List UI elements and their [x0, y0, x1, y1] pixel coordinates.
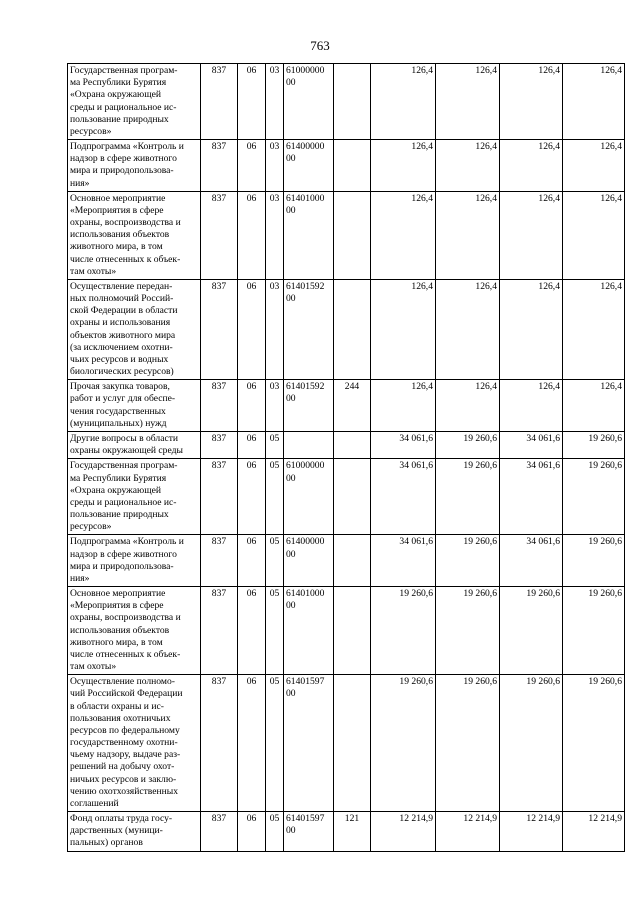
vr-code-cell [334, 431, 371, 458]
csr-code-cell: 61401592 00 [284, 279, 334, 379]
vr-code-cell [334, 459, 371, 535]
pr-code-cell: 05 [266, 587, 284, 675]
vr-code-cell [334, 587, 371, 675]
amount-4-cell: 12 214,9 [563, 812, 625, 852]
amount-1-cell: 126,4 [371, 279, 436, 379]
amount-4-cell: 19 260,6 [563, 459, 625, 535]
pr-code-cell: 03 [266, 140, 284, 192]
amount-1-cell: 126,4 [371, 380, 436, 432]
vr-code-cell: 244 [334, 380, 371, 432]
rz-code-cell: 06 [238, 140, 266, 192]
row-name-cell: Осуществление передан- ных полномочий Россий- ской Федерации в области охраны и использования объектов животного мира (за исключением охотни- чьих ресурсов и водных биологических ресурсов) [68, 279, 201, 379]
csr-code-cell: 61401592 00 [284, 380, 334, 432]
amount-3-cell: 34 061,6 [500, 431, 563, 458]
pr-code-cell: 05 [266, 459, 284, 535]
amount-1-cell: 34 061,6 [371, 459, 436, 535]
pr-code-cell: 05 [266, 535, 284, 587]
gr-code-cell: 837 [201, 675, 238, 812]
row-name-cell: Прочая закупка товаров, работ и услуг для обеспе- чения государственных (муниципальных) нужд [68, 380, 201, 432]
row-name-cell: Государственная програм- ма Республики Бурятия «Охрана окружающей среды и рациональное ис- пользование природных ресурсов» [68, 64, 201, 140]
amount-2-cell: 19 260,6 [436, 535, 500, 587]
vr-code-cell: 121 [334, 812, 371, 852]
page-number: 763 [310, 38, 330, 53]
amount-3-cell: 12 214,9 [500, 812, 563, 852]
amount-1-cell: 126,4 [371, 64, 436, 140]
table-row [68, 675, 625, 812]
vr-code-cell [334, 675, 371, 812]
rz-code-cell: 06 [238, 64, 266, 140]
rz-code-cell: 06 [238, 431, 266, 458]
amount-3-cell: 126,4 [500, 380, 563, 432]
gr-code-cell: 837 [201, 535, 238, 587]
rz-code-cell: 06 [238, 380, 266, 432]
table-row [68, 64, 625, 140]
table-row [68, 812, 625, 852]
vr-code-cell [334, 64, 371, 140]
amount-2-cell: 12 214,9 [436, 812, 500, 852]
amount-3-cell: 19 260,6 [500, 587, 563, 675]
amount-3-cell: 126,4 [500, 64, 563, 140]
amount-1-cell: 34 061,6 [371, 431, 436, 458]
amount-2-cell: 126,4 [436, 64, 500, 140]
table-row [68, 279, 625, 379]
pr-code-cell: 05 [266, 675, 284, 812]
vr-code-cell [334, 140, 371, 192]
csr-code-cell [284, 431, 334, 458]
amount-2-cell: 126,4 [436, 191, 500, 279]
amount-4-cell: 126,4 [563, 64, 625, 140]
gr-code-cell: 837 [201, 140, 238, 192]
rz-code-cell: 06 [238, 191, 266, 279]
gr-code-cell: 837 [201, 279, 238, 379]
pr-code-cell: 05 [266, 431, 284, 458]
amount-3-cell: 126,4 [500, 140, 563, 192]
gr-code-cell: 837 [201, 459, 238, 535]
csr-code-cell: 61401000 00 [284, 587, 334, 675]
amount-1-cell: 126,4 [371, 140, 436, 192]
csr-code-cell: 61000000 00 [284, 64, 334, 140]
vr-code-cell [334, 191, 371, 279]
row-name-cell: Основное мероприятие «Мероприятия в сфере охраны, воспроизводства и использования объектов животного мира, в том числе отнесенных к объек- там охоты» [68, 191, 201, 279]
rz-code-cell: 06 [238, 587, 266, 675]
row-name-cell: Подпрограмма «Контроль и надзор в сфере животного мира и природопользова- ния» [68, 535, 201, 587]
amount-2-cell: 19 260,6 [436, 459, 500, 535]
amount-1-cell: 12 214,9 [371, 812, 436, 852]
table-row [68, 535, 625, 587]
amount-1-cell: 34 061,6 [371, 535, 436, 587]
amount-3-cell: 34 061,6 [500, 535, 563, 587]
csr-code-cell: 61401000 00 [284, 191, 334, 279]
amount-4-cell: 19 260,6 [563, 431, 625, 458]
amount-2-cell: 126,4 [436, 279, 500, 379]
amount-4-cell: 19 260,6 [563, 587, 625, 675]
amount-4-cell: 126,4 [563, 279, 625, 379]
pr-code-cell: 05 [266, 812, 284, 852]
rz-code-cell: 06 [238, 279, 266, 379]
csr-code-cell: 61400000 00 [284, 535, 334, 587]
gr-code-cell: 837 [201, 64, 238, 140]
vr-code-cell [334, 535, 371, 587]
budget-table [67, 63, 625, 852]
pr-code-cell: 03 [266, 64, 284, 140]
gr-code-cell: 837 [201, 812, 238, 852]
table-row [68, 380, 625, 432]
row-name-cell: Осуществление полномо- чий Российской Федерации в области охраны и ис- пользования охотничьих ресурсов по федеральному государственному охотни- чьему надзору, выдаче раз- решений на добычу охот- ничьих ресурсов и заклю- чению охотхозяйственных соглашений [68, 675, 201, 812]
row-name-cell: Фонд оплаты труда госу- дарственных (муници- пальных) органов [68, 812, 201, 852]
csr-code-cell: 61000000 00 [284, 459, 334, 535]
amount-4-cell: 126,4 [563, 191, 625, 279]
rz-code-cell: 06 [238, 812, 266, 852]
amount-1-cell: 126,4 [371, 191, 436, 279]
csr-code-cell: 61401597 00 [284, 675, 334, 812]
vr-code-cell [334, 279, 371, 379]
amount-2-cell: 126,4 [436, 380, 500, 432]
amount-4-cell: 126,4 [563, 380, 625, 432]
gr-code-cell: 837 [201, 380, 238, 432]
amount-3-cell: 126,4 [500, 191, 563, 279]
gr-code-cell: 837 [201, 431, 238, 458]
amount-3-cell: 34 061,6 [500, 459, 563, 535]
gr-code-cell: 837 [201, 191, 238, 279]
table-row [68, 459, 625, 535]
csr-code-cell: 61401597 00 [284, 812, 334, 852]
table-row [68, 431, 625, 458]
amount-4-cell: 126,4 [563, 140, 625, 192]
amount-3-cell: 126,4 [500, 279, 563, 379]
pr-code-cell: 03 [266, 380, 284, 432]
amount-2-cell: 126,4 [436, 140, 500, 192]
amount-1-cell: 19 260,6 [371, 587, 436, 675]
csr-code-cell: 61400000 00 [284, 140, 334, 192]
amount-4-cell: 19 260,6 [563, 535, 625, 587]
rz-code-cell: 06 [238, 535, 266, 587]
gr-code-cell: 837 [201, 587, 238, 675]
table-row [68, 587, 625, 675]
row-name-cell: Государственная програм- ма Республики Бурятия «Охрана окружающей среды и рациональное ис- пользование природных ресурсов» [68, 459, 201, 535]
amount-2-cell: 19 260,6 [436, 587, 500, 675]
pr-code-cell: 03 [266, 191, 284, 279]
pr-code-cell: 03 [266, 279, 284, 379]
row-name-cell: Другие вопросы в области охраны окружающей среды [68, 431, 201, 458]
rz-code-cell: 06 [238, 675, 266, 812]
table-row [68, 140, 625, 192]
amount-1-cell: 19 260,6 [371, 675, 436, 812]
table-row [68, 191, 625, 279]
rz-code-cell: 06 [238, 459, 266, 535]
amount-4-cell: 19 260,6 [563, 675, 625, 812]
amount-2-cell: 19 260,6 [436, 431, 500, 458]
amount-2-cell: 19 260,6 [436, 675, 500, 812]
row-name-cell: Основное мероприятие «Мероприятия в сфере охраны, воспроизводства и использования объектов животного мира, в том числе отнесенных к объек- там охоты» [68, 587, 201, 675]
amount-3-cell: 19 260,6 [500, 675, 563, 812]
row-name-cell: Подпрограмма «Контроль и надзор в сфере животного мира и природопользова- ния» [68, 140, 201, 192]
